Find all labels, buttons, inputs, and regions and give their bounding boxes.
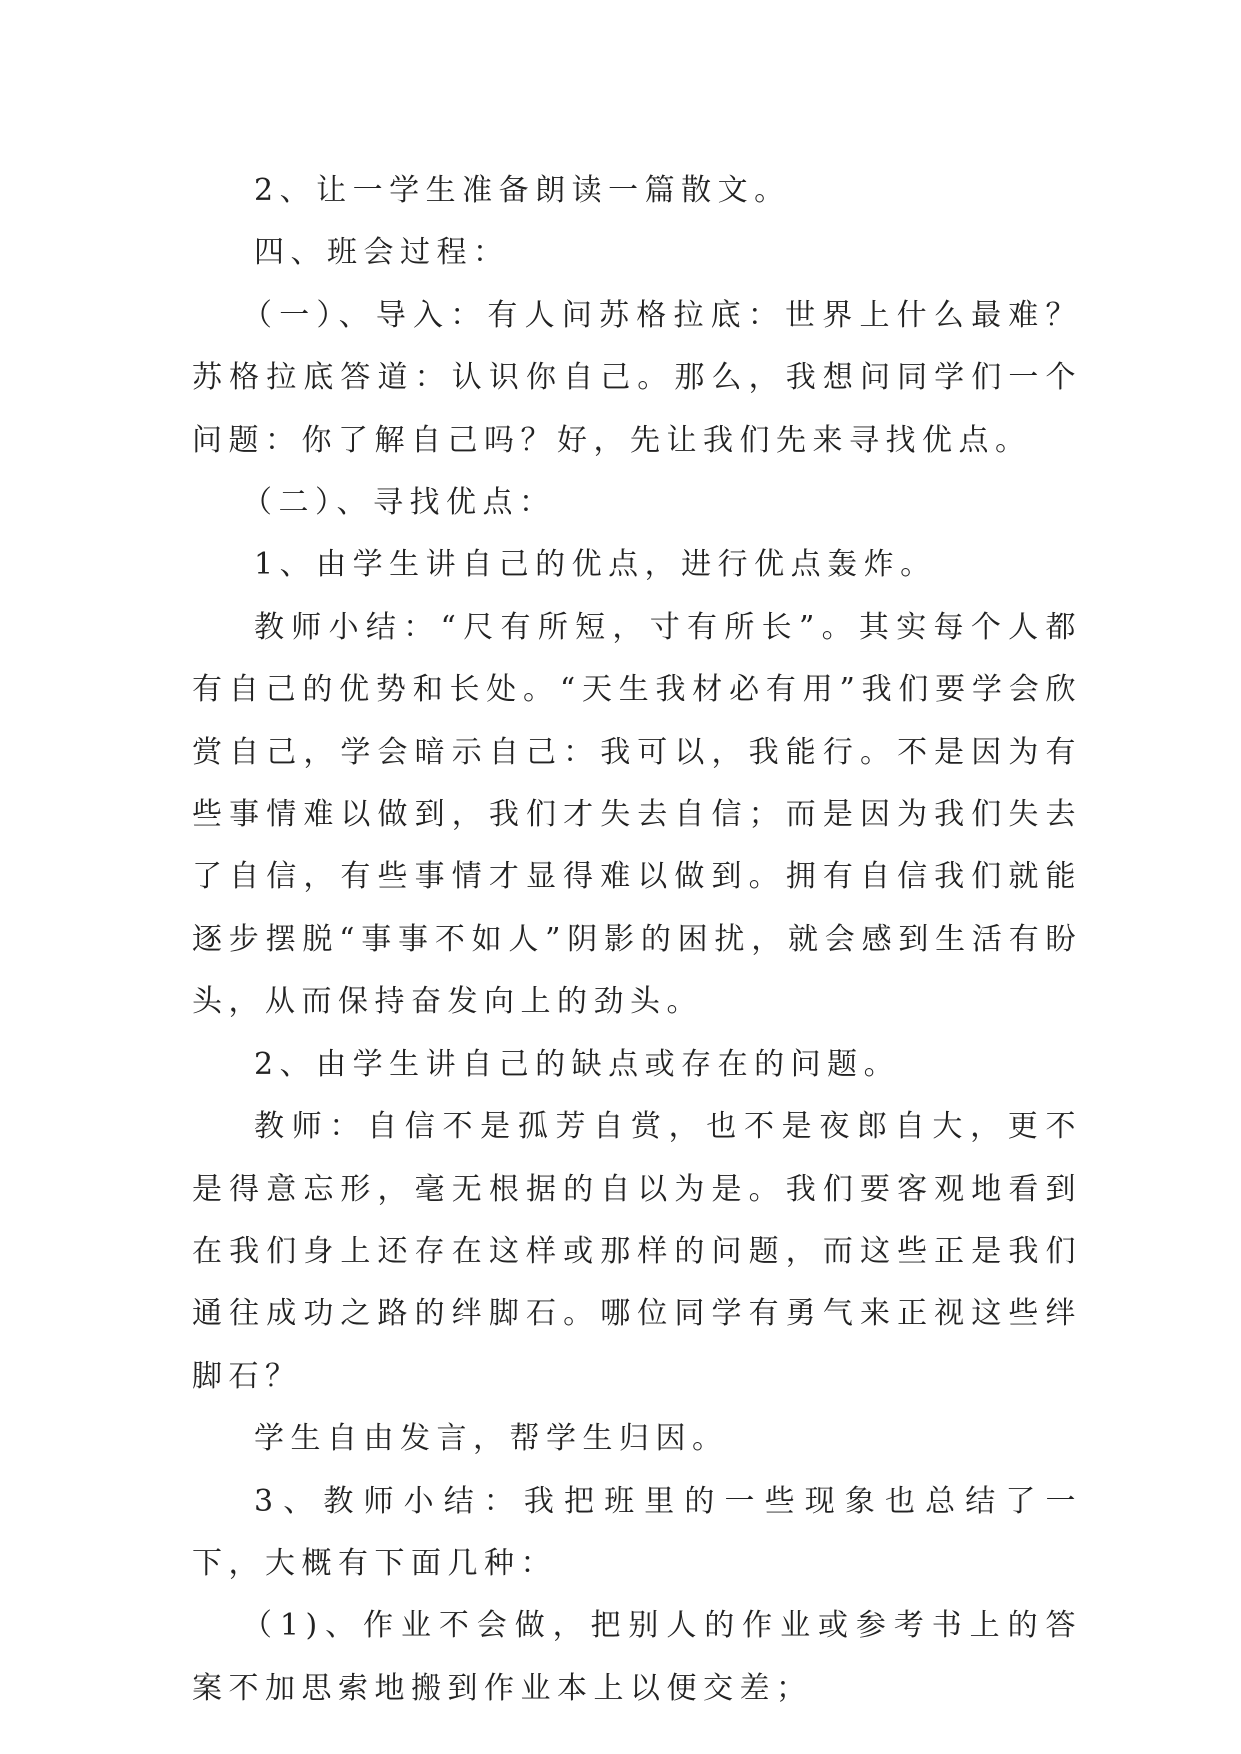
- paragraph-student-discussion: 学生自由发言，帮学生归因。: [254, 1421, 729, 1457]
- paragraph-weaknesses-activity: 2、由学生讲自己的缺点或存在的问题。: [254, 1046, 901, 1082]
- paragraph-teacher-on-confidence: 教师：自信不是孤芳自赏，也不是夜郎自大，更不是得意忘形，毫无根据的自以为是。我们要客观地看到在我们身上还存在这样或那样的问题，而这些正是我们通往成功之路的绊脚石。哪位同学有勇气来正视这些绊脚石？: [192, 1109, 1082, 1394]
- paragraph-find-strengths-heading: （二）、寻找优点：: [242, 485, 556, 521]
- paragraph-introduction: （一）、导入：有人问苏格拉底：世界上什么最难？苏格拉底答道：认识你自己。那么，我想问同学们一个问题：你了解自己吗？好，先让我们先来寻找优点。: [192, 297, 1082, 458]
- document-body: [192, 160, 1082, 1720]
- paragraph-strengths-activity: 1、由学生讲自己的优点，进行优点轰炸。: [254, 547, 937, 583]
- paragraph-teacher-summary-strengths: 教师小结：“尺有所短，寸有所长”。其实每个人都有自己的优势和长处。“天生我材必有用”我们要学会欣赏自己，学会暗示自己：我可以，我能行。不是因为有些事情难以做到，我们才失去自信；而是因为我们失去了自信，有些事情才显得难以做到。拥有自信我们就能逐步摆脱“事事不如人”阴影的困扰，就会感到生活有盼头，从而保持奋发向上的劲头。: [192, 609, 1082, 1020]
- paragraph-phenomenon-1: （1)、作业不会做，把别人的作业或参考书上的答案不加思索地搬到作业本上以便交差；: [192, 1608, 1082, 1706]
- paragraph-teacher-summary-phenomena: 3、教师小结：我把班里的一些现象也总结了一下，大概有下面几种：: [192, 1483, 1082, 1581]
- paragraph-prep-reading: 2、让一学生准备朗读一篇散文。: [254, 173, 791, 208]
- paragraph-section-four-heading: 四、班会过程：: [254, 235, 510, 271]
